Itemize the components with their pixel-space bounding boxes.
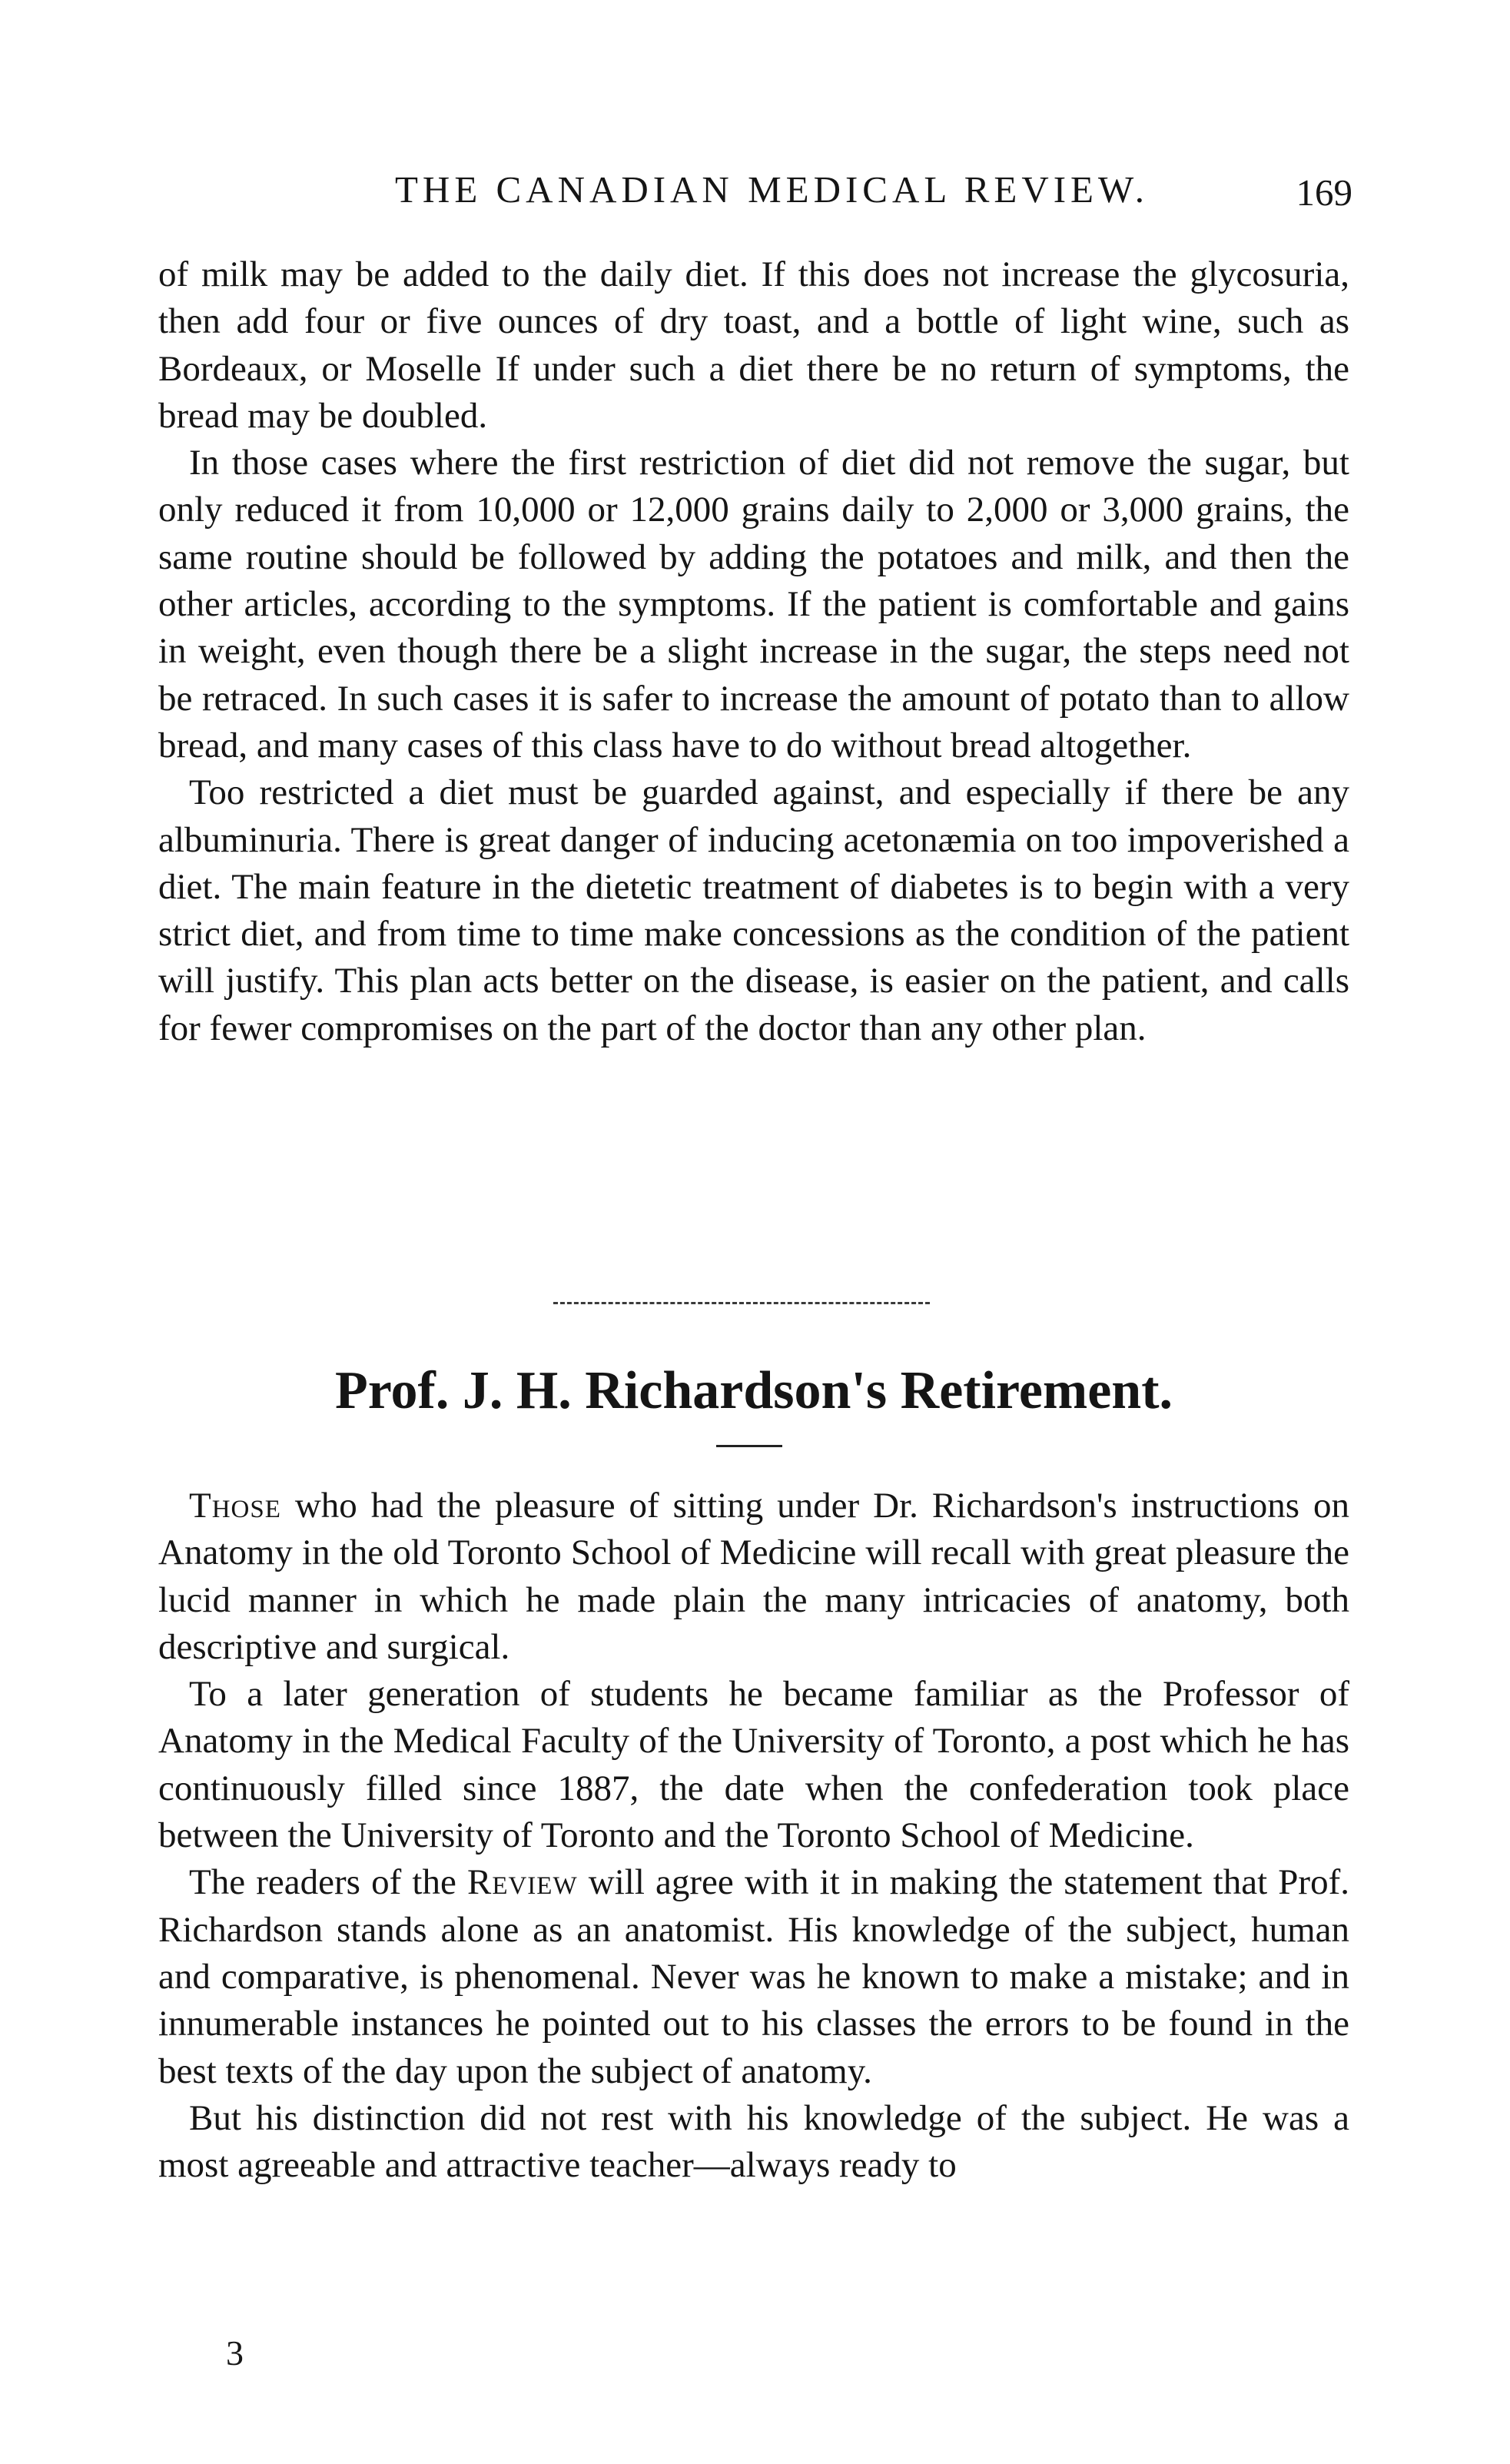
running-head bbox=[154, 168, 1352, 221]
paragraph: To a later generation of students he became familiar as the Professor of Anatomy in the Medical Faculty of the University of Toronto, a post which he has continuously filled since 1887, the date when the confederation took place between the University of Toronto and the Toronto School of Medicine. bbox=[158, 1674, 1349, 1856]
paragraph: But his distinction did not rest with his knowledge of the subject. He was a most agreeable and attractive teacher—always ready to bbox=[158, 2097, 1349, 2186]
heading-rule bbox=[716, 1445, 782, 1447]
article-text bbox=[158, 1483, 1349, 2189]
paragraph-text: who had the pleasure of sitting under Dr. Richardson's instructions on Anatomy in the old Toronto School of Medicine will recall with great pleasure the lucid manner in which he made plain the many intricacies of anatomy, both descriptive and surgical. bbox=[158, 1486, 1349, 1667]
paragraph-text: will agree with it in making the statement that Prof. Richardson stands alone as an anatomist. His knowledge of the subject, human and comparative, is phenomenal. Never was he known to make a mistake; and in innumerable instances he pointed out to his classes the errors to be found in the best texts of the day upon the subject of anatomy. bbox=[158, 1862, 1349, 2091]
paragraph: Too restricted a diet must be guarded against, and especially if there be any albuminuria. There is great danger of inducing acetonæmia on too impoverished a diet. The main feature in the dietetic treatment of diabetes is to begin with a very strict diet, and from time to time make concessions as the condition of the patient will justify. This plan acts better on the disease, is easier on the patient, and calls for fewer compromises on the part of the doctor than any other plan. bbox=[158, 772, 1349, 1048]
journal-name-small-caps: Review bbox=[466, 1862, 578, 1903]
paragraph bbox=[158, 1859, 1349, 2094]
article-heading: Prof. J. H. Richardson's Retirement. bbox=[334, 1361, 1173, 1420]
paragraph: of milk may be added to the daily diet. If this does not increase the glycosuria, then add four or five ounces of dry toast, and a bottle of light wine, such as Bordeaux, or Moselle If under such a diet there be no return of symptoms, the bread may be doubled. bbox=[158, 254, 1349, 436]
paragraph bbox=[158, 1483, 1349, 1671]
previous-article-text bbox=[158, 251, 1349, 1052]
lead-in-small-caps: Those bbox=[189, 1486, 281, 1526]
page-number: 169 bbox=[1296, 171, 1352, 214]
section-divider bbox=[553, 1302, 930, 1304]
paragraph: In those cases where the first restriction of diet did not remove the sugar, but only reduced it from 10,000 or 12,000 grains daily to 2,000 or 3,000 grains, the same routine should be followed by adding the potatoes and milk, and then the other articles, according to the symptoms. If the patient is comfortable and gains in weight, even though there be a slight increase in the sugar, the steps need not be retraced. In such cases it is safer to increase the amount of potato than to allow bread, and many cases of this class have to do without bread altogether. bbox=[158, 443, 1349, 765]
paragraph-text: The readers of the bbox=[189, 1862, 467, 1903]
signature-mark: 3 bbox=[226, 2333, 244, 2373]
journal-title: THE CANADIAN MEDICAL REVIEW. bbox=[395, 168, 1149, 211]
